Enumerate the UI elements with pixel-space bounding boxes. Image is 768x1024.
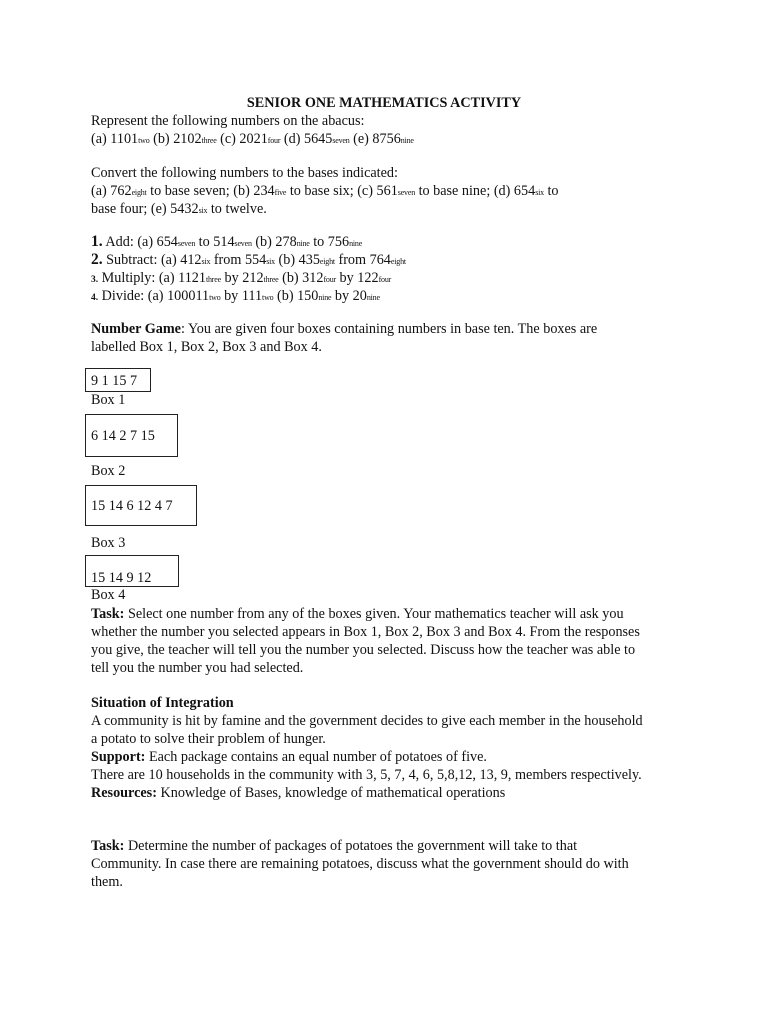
question-text: to base six; (c) 561 (286, 183, 398, 199)
base-subscript: five (274, 188, 287, 197)
base-subscript: nine (318, 293, 332, 302)
question-text: by 111 (220, 288, 263, 304)
base-subscript: four (267, 136, 281, 145)
item-number: 5645 (303, 131, 333, 147)
question-text: to twelve. (207, 201, 267, 217)
resources-text: Knowledge of Bases, knowledge of mathematical operations (156, 785, 506, 801)
base-subscript: eight (390, 257, 406, 266)
number-game-intro (91, 320, 691, 356)
item-label: (e) (349, 131, 373, 147)
base-subscript: nine (366, 293, 380, 302)
question-number: 1. (91, 233, 103, 250)
support-heading: Support: (91, 749, 146, 765)
box-1-numbers: 9 1 15 7 (91, 373, 138, 389)
integration-line-2: a potato to solve their problem of hunger. (91, 731, 326, 747)
households-text: There are 10 households in the community with 3, 5, 7, 4, 6, 5,8,12, 13, 9, members respectively. (91, 767, 642, 783)
abacus-items (91, 130, 691, 148)
convert-line-1 (91, 182, 691, 200)
operation-word: Add (102, 234, 130, 250)
base-subscript: seven (177, 239, 196, 248)
task-line-2: whether the number you selected appears in Box 1, Box 2, Box 3 and Box 4. From the responses (91, 624, 640, 640)
multiply-question (91, 269, 691, 287)
base-subscript: two (262, 293, 274, 302)
support-text: Each package contains an equal number of potatoes of five. (145, 749, 487, 765)
question-text: base four; (e) 5432 (91, 201, 199, 217)
integration-heading: Situation of Integration (91, 695, 234, 711)
question-text: by 122 (336, 270, 379, 286)
item-label: (b) (149, 131, 174, 147)
box-2-label: Box 2 (91, 463, 126, 479)
operation-word: Multiply (98, 270, 152, 286)
question-text: to 756 (309, 234, 350, 250)
item-number: 2021 (239, 131, 268, 147)
question-text: (b) 312 (278, 270, 324, 286)
task-heading: Task: (91, 606, 125, 622)
question-text: : (a) 412 (153, 252, 202, 268)
box-3-label: Box 3 (91, 535, 126, 551)
integration-task-heading: Task: (91, 838, 125, 854)
item-number: 2102 (173, 131, 202, 147)
question-text: from 764 (334, 252, 391, 268)
base-subscript: nine (349, 239, 363, 248)
resources-heading: Resources: (91, 785, 157, 801)
box-4-numbers: 15 14 9 12 (91, 570, 152, 586)
base-subscript: four (323, 275, 336, 284)
question-text: (b) 150 (273, 288, 319, 304)
integration-line-1: A community is hit by famine and the government decides to give each member in the household (91, 713, 643, 729)
base-subscript: eight (319, 257, 335, 266)
page-title: SENIOR ONE MATHEMATICS ACTIVITY (246, 95, 522, 111)
question-text: : (a) 654 (129, 234, 178, 250)
box-3-numbers: 15 14 6 12 4 7 (91, 498, 173, 514)
convert-instruction: Convert the following numbers to the bases indicated: (91, 165, 398, 181)
base-subscript: three (263, 275, 279, 284)
question-text: (a) 762 (91, 183, 132, 199)
question-text: from 554 (210, 252, 267, 268)
box-4-label: Box 4 (91, 587, 126, 603)
base-subscript: six (201, 257, 211, 266)
number-game-text-2: labelled Box 1, Box 2, Box 3 and Box 4. (91, 339, 322, 355)
number-game-text: : You are given four boxes containing numbers in base ten. The boxes are (180, 321, 598, 337)
question-text: (b) 435 (275, 252, 320, 268)
item-label: (d) (280, 131, 304, 147)
base-subscript: six (535, 188, 544, 197)
integration-task-line-1: Determine the number of packages of potatoes the government will take to that (124, 838, 578, 854)
divide-question (91, 287, 691, 305)
integration-task-line-3: them. (91, 874, 123, 890)
item-label: (a) (91, 131, 111, 147)
question-number: 2. (91, 251, 103, 268)
question-text: to 514 (195, 234, 235, 250)
operation-word: Divide (98, 288, 141, 304)
add-question (91, 233, 691, 251)
box-1-label: Box 1 (91, 392, 126, 408)
base-subscript: three (201, 136, 217, 145)
abacus-section (91, 112, 691, 148)
number-game-task (91, 605, 691, 677)
base-subscript: two (209, 293, 221, 302)
question-text: to base seven; (b) 234 (146, 183, 275, 199)
question-number: 3. (91, 275, 99, 285)
box-2-numbers: 6 14 2 7 15 (91, 428, 155, 444)
base-subscript: nine (296, 239, 310, 248)
item-label: (c) (216, 131, 240, 147)
base-subscript: seven (397, 188, 416, 197)
base-subscript: nine (400, 136, 414, 145)
convert-line-2 (91, 200, 691, 218)
operations-section (91, 233, 691, 305)
integration-task (91, 837, 691, 891)
question-text: : (a) 100011 (140, 288, 210, 304)
task-line-3: you give, the teacher will tell you the number you selected. Discuss how the teacher was able to (91, 642, 636, 658)
question-text: to (543, 183, 559, 199)
base-subscript: two (138, 136, 150, 145)
integration-task-line-2: Community. In case there are remaining potatoes, discuss what the government should do with (91, 856, 629, 872)
base-subscript: seven (234, 239, 252, 248)
task-line-1: Select one number from any of the boxes given. Your mathematics teacher will ask you (124, 606, 624, 622)
number-game-heading: Number Game (91, 321, 181, 337)
question-text: (b) 278 (251, 234, 297, 250)
abacus-instruction: Represent the following numbers on the abacus: (91, 113, 365, 129)
question-number: 4. (91, 293, 99, 303)
question-text: : (a) 1121 (151, 270, 206, 286)
integration-section (91, 694, 691, 802)
task-line-4: tell you the number you had selected. (91, 660, 304, 676)
convert-section (91, 164, 691, 218)
item-number: 1101 (110, 131, 139, 147)
question-text: by 212 (220, 270, 264, 286)
subtract-question (91, 251, 691, 269)
question-text: to base nine; (d) 654 (415, 183, 536, 199)
base-subscript: four (378, 275, 392, 284)
base-subscript: six (266, 257, 275, 266)
question-text: by 20 (331, 288, 367, 304)
base-subscript: eight (131, 188, 147, 197)
base-subscript: three (205, 275, 221, 284)
item-number: 8756 (372, 131, 401, 147)
operation-word: Subtract (102, 252, 154, 268)
base-subscript: six (198, 206, 208, 215)
base-subscript: seven (332, 136, 350, 145)
